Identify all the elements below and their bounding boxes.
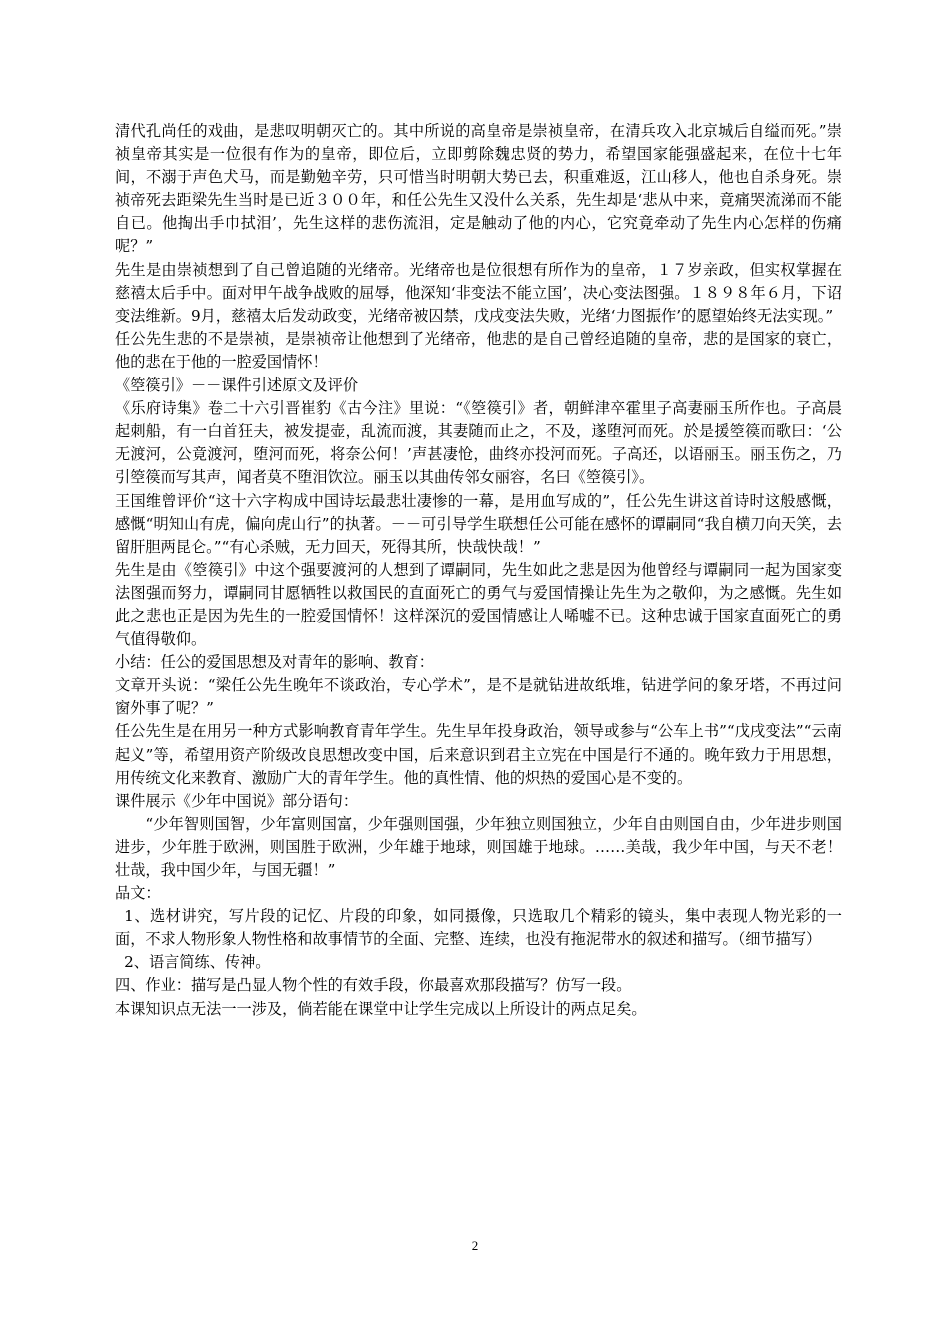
closing-note: 本课知识点无法一一涉及，倘若能在课堂中让学生完成以上所设计的两点足矣。 bbox=[115, 999, 647, 1018]
section-heading-konghouyin: 《箜篌引》－－课件引述原文及评价 bbox=[115, 376, 358, 395]
shaonian-quote: “少年智则国智，少年富则国富，少年强则国强，少年独立则国独立，少年自由则国自由，少年进步则国进步，少年胜于欧洲，则国胜于欧洲，少年雄于地球，则国雄于地球。……美哉，我少年中国，与天不老！壮哉，我中国少年，与国无疆！” bbox=[115, 814, 842, 879]
pinwen-heading: 品文： bbox=[115, 884, 161, 903]
summary-heading: 小结：任公的爱国思想及对青年的影响、教育： bbox=[115, 653, 434, 672]
pinwen-item-1: 1、选材讲究，写片段的记忆、片段的印象，如同摄像，只选取几个精彩的镜头，集中表现人物光彩的一面，不求人物形象人物性格和故事情节的全面、完整、连续，也没有拖泥带水的叙述和描写。（细节描写） bbox=[115, 907, 842, 949]
paragraph-1: 清代孔尚任的戏曲，是悲叹明朝灭亡的。其中所说的高皇帝是崇祯皇帝，在清兵攻入北京城后自缢而死。”崇祯皇帝其实是一位很有作为的皇帝，即位后，立即剪除魏忠贤的势力，希望国家能强盛起来，在位十七年间，不溺于声色犬马，而是勤勉辛劳，只可惜当时明朝大势已去，积重难返，江山移人，他也自杀身死。崇祯帝死去距梁先生当时是已近３００年，和任公先生又没什么关系，先生却是‘悲从中来，竟痛哭流涕而不能自已。他掏出手巾拭泪’，先生这样的悲伤流泪，定是触动了他的内心，它究竟牵动了先生内心怎样的伤痛呢？” bbox=[115, 122, 842, 256]
document-body bbox=[115, 120, 842, 1021]
pinwen-item-2: 2、语言简练、传神。 bbox=[124, 953, 271, 972]
paragraph-6: 王国维曾评价“这十六字构成中国诗坛最悲壮凄惨的一幕，是用血写成的”，任公先生讲这首诗时这般感慨，感慨“明知山有虎，偏向虎山行”的执著。－－可引导学生联想任公可能在感怀的谭嗣同“我自横刀向天笑，去留肝胆两昆仑。”“有心杀贼，无力回天，死得其所，快哉快哉！” bbox=[115, 491, 842, 556]
courseware-heading: 课件展示《少年中国说》部分语句： bbox=[115, 791, 358, 810]
homework: 四、作业：描写是凸显人物个性的有效手段，你最喜欢那段描写？仿写一段。 bbox=[115, 976, 632, 995]
paragraph-3: 任公先生悲的不是崇祯，是崇祯帝让他想到了光绪帝，他悲的是自己曾经追随的皇帝，悲的是国家的衰亡，他的悲在于他的一腔爱国情怀！ bbox=[115, 329, 842, 371]
paragraph-5: 《乐府诗集》卷二十六引晋崔豹《古今注》里说：“《箜篌引》者，朝鲜津卒霍里子高妻丽玉所作也。子高晨起刺船，有一白首狂夫，被发提壶，乱流而渡，其妻随而止之，不及，遂堕河而死。於是援箜篌而歌曰：‘公无渡河，公竟渡河，堕河而死，将奈公何！’声甚凄怆，曲终亦投河而死。子高还，以语丽玉。丽玉伤之，乃引箜篌而写其声，闻者莫不堕泪饮泣。丽玉以其曲传邻女丽容，名曰《箜篌引》。 bbox=[115, 399, 842, 487]
paragraph-2: 先生是由崇祯想到了自己曾追随的光绪帝。光绪帝也是位很想有所作为的皇帝，１７岁亲政，但实权掌握在慈禧太后手中。面对甲午战争战败的屈辱，他深知‘非变法不能立国’，决心变法图强。１８９８年６月，下诏变法维新。9月，慈禧太后发动政变，光绪帝被囚禁，戊戌变法失败，光绪‘力图振作’的愿望始终无法实现。” bbox=[115, 260, 842, 325]
paragraph-10: 任公先生是在用另一种方式影响教育青年学生。先生早年投身政治，领导或参与“公车上书”“戊戌变法”“云南起义”等，希望用资产阶级改良思想改变中国，后来意识到君主立宪在中国是行不通的。晚年致力于用思想，用传统文化来教育、激励广大的青年学生。他的真性情、他的炽热的爱国心是不变的。 bbox=[115, 722, 842, 787]
paragraph-7: 先生是由《箜篌引》中这个强要渡河的人想到了谭嗣同，先生如此之悲是因为他曾经与谭嗣同一起为国家变法图强而努力，谭嗣同甘愿牺牲以救国民的直面死亡的勇气与爱国情操让先生为之敬仰，为之感慨。先生如此之悲也正是因为先生的一腔爱国情怀！这样深沉的爱国情感让人唏嘘不已。这种忠诚于国家直面死亡的勇气值得敬仰。 bbox=[115, 560, 842, 649]
page-number: 2 bbox=[471, 1238, 479, 1253]
paragraph-9: 文章开头说：“梁任公先生晚年不谈政治，专心学术”，是不是就钻进故纸堆，钻进学问的象牙塔，不再过问窗外事了呢？” bbox=[115, 676, 842, 718]
